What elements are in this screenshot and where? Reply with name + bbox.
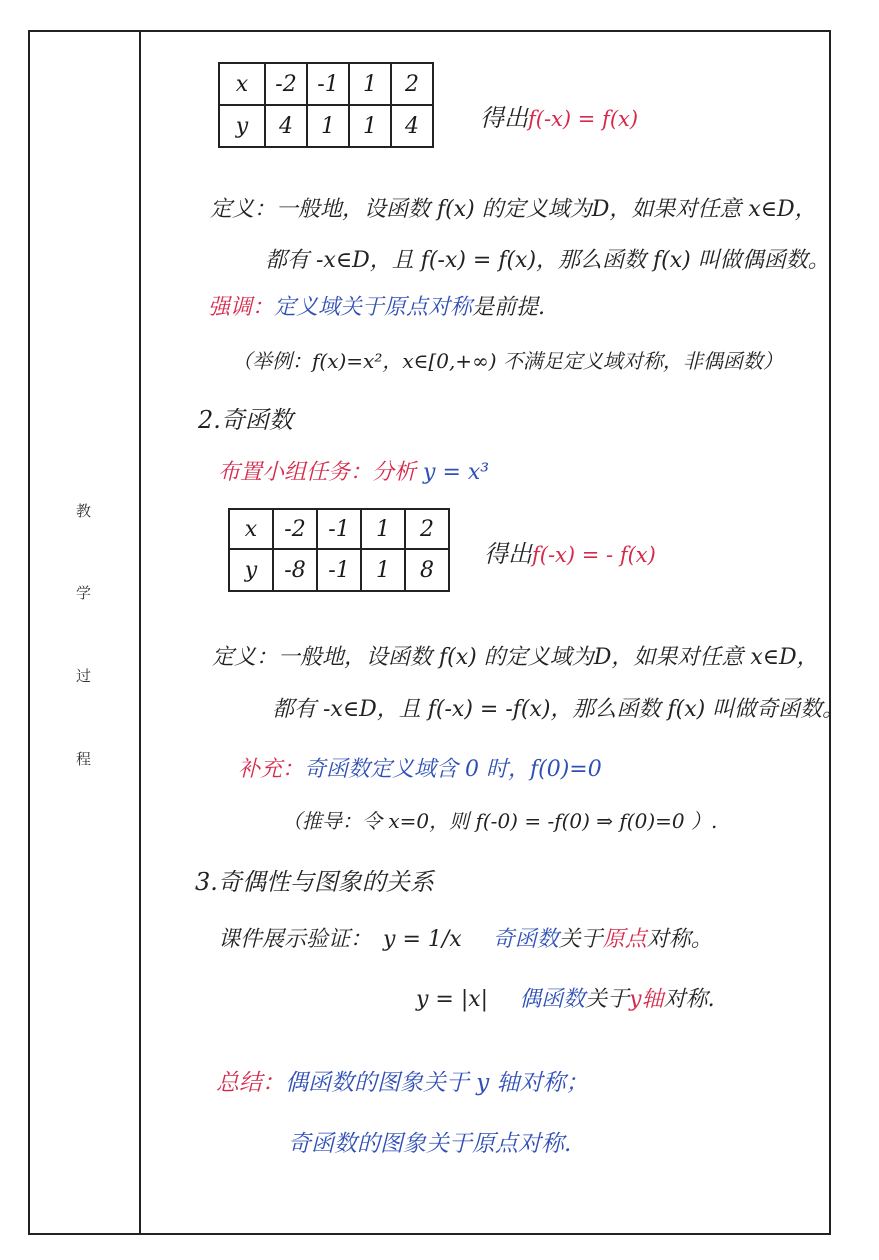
y-axis-text: y轴 [629, 987, 664, 1012]
table-cell: x [229, 509, 273, 549]
courseware-row-1 [218, 922, 713, 953]
table-cell: x [219, 63, 265, 105]
table-cell: 8 [405, 549, 449, 591]
odd-function-label: 奇函数 [492, 927, 559, 952]
summary-even: 偶函数的图象关于 y 轴对称； [285, 1070, 589, 1096]
about-text: 关于 [558, 927, 603, 952]
task-formula: y = x³ [423, 460, 490, 485]
table-cell: -1 [317, 509, 361, 549]
result-even [480, 98, 638, 133]
derivation: （推导：令 x=0，则 f(-0) = -f(0) ⇒ f(0)=0 ）. [282, 809, 718, 833]
side-label-char-1: 教 [76, 502, 92, 520]
emphasis-label: 强调： [208, 295, 275, 320]
supplement-label: 补充： [238, 757, 305, 782]
table-cell: -8 [273, 549, 317, 591]
symmetric-text: 对称. [663, 987, 715, 1012]
table-cell: 1 [361, 549, 405, 591]
def-even-line2: 都有 -x∈D，且 f(-x) = f(x)，那么函数 f(x) 叫做偶函数。 [265, 248, 830, 273]
supplement-text: 奇函数定义域含 0 时，f(0)=0 [304, 757, 602, 782]
summary-label: 总结： [216, 1070, 285, 1096]
even-function-label: 偶函数 [519, 987, 586, 1012]
courseware-row-2 [416, 982, 715, 1013]
value-table-odd [228, 508, 450, 592]
side-label-char-2: 学 [76, 584, 92, 602]
summary-line2: 奇函数的图象关于原点对称. [288, 1131, 572, 1157]
table-cell: -1 [307, 63, 349, 105]
supplement-note [238, 752, 602, 783]
table-cell: 4 [265, 105, 307, 147]
courseware-prefix: 课件展示验证： [218, 927, 373, 952]
side-label-char-4: 程 [76, 750, 92, 768]
result-formula: f(-x) = f(x) [528, 107, 639, 131]
table-cell: 2 [405, 509, 449, 549]
origin-text: 原点 [602, 927, 647, 952]
table-cell: y [219, 105, 265, 147]
task-label: 布置小组任务：分析 [218, 460, 417, 485]
table-cell: 1 [349, 63, 391, 105]
value-table-even [218, 62, 434, 148]
table-cell: 1 [361, 509, 405, 549]
def-odd-line2: 都有 -x∈D，且 f(-x) = -f(x)，那么函数 f(x) 叫做奇函数。 [272, 697, 845, 722]
about-text: 关于 [585, 987, 630, 1012]
result-prefix: 得出 [484, 540, 532, 568]
section3-title: 3.奇偶性与图象的关系 [195, 868, 434, 896]
table-cell: 4 [391, 105, 433, 147]
section2-title: 2.奇函数 [198, 406, 293, 434]
result-odd [484, 534, 656, 569]
column-divider [139, 30, 141, 1235]
emphasis-note [208, 290, 545, 321]
emphasis-text: 定义域关于原点对称 [274, 295, 473, 320]
table-cell: 2 [391, 63, 433, 105]
table-cell: -1 [317, 549, 361, 591]
table-cell: -2 [265, 63, 307, 105]
table-cell: y [229, 549, 273, 591]
def-odd-line1: 定义：一般地，设函数 f(x) 的定义域为D，如果对任意 x∈D， [212, 645, 819, 670]
group-task [218, 455, 489, 486]
def-even-line1: 定义：一般地，设函数 f(x) 的定义域为D，如果对任意 x∈D， [210, 197, 817, 222]
table-cell: -2 [273, 509, 317, 549]
side-label-char-3: 过 [76, 667, 92, 685]
symmetric-text: 对称。 [646, 927, 713, 952]
result-prefix: 得出 [480, 104, 528, 132]
table-cell: 1 [349, 105, 391, 147]
counter-example: （举例：f(x)=x²，x∈[0,+∞) 不满足定义域对称，非偶函数） [232, 349, 783, 373]
equation-abs: y = |x| [416, 987, 489, 1012]
equation-reciprocal: y = 1/x [383, 927, 462, 952]
summary-line1 [216, 1064, 589, 1097]
emphasis-rest: 是前提. [472, 295, 546, 320]
table-cell: 1 [307, 105, 349, 147]
result-formula: f(-x) = - f(x) [532, 543, 656, 567]
